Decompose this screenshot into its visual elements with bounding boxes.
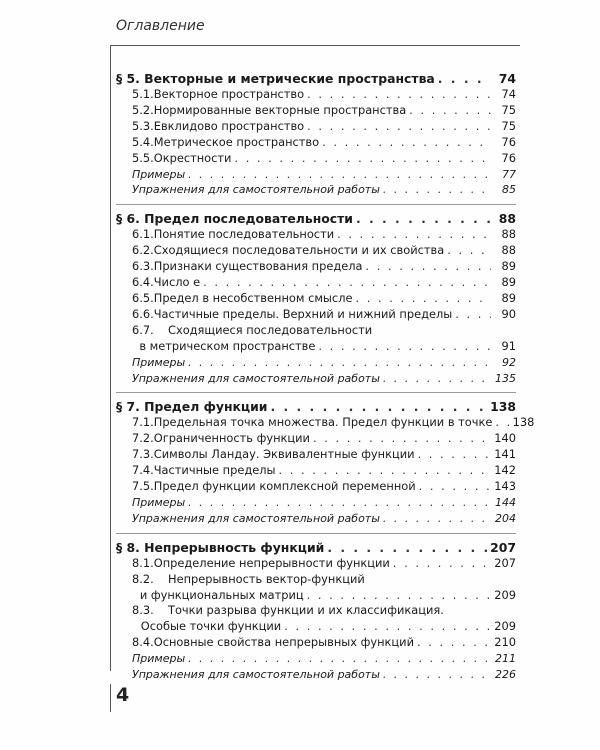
- entry-page: 89: [501, 290, 516, 305]
- section-heading[interactable]: [116, 210, 516, 227]
- entry-page: 75: [501, 118, 516, 133]
- dot-leader: [438, 70, 491, 87]
- entry-number: 6.7.: [132, 322, 154, 337]
- dot-leader: [383, 667, 491, 683]
- entry-title: Символы Ландау. Эквивалентные функции: [153, 447, 415, 462]
- table-of-contents: [116, 70, 535, 683]
- dot-leader: [270, 398, 487, 415]
- dot-leader: [417, 635, 491, 651]
- entry-page: 144: [495, 495, 516, 509]
- entry-page: 207: [494, 555, 516, 570]
- entry-title: Векторное пространство: [153, 87, 305, 101]
- dot-leader: [307, 119, 491, 135]
- dot-leader: [278, 463, 491, 479]
- entry-title: Частичные пределы. Верхний и нижний пределы: [153, 306, 453, 321]
- entry-page: 91: [501, 338, 516, 353]
- entry-title: Ограниченность функции: [153, 431, 310, 446]
- toc-entry[interactable]: [116, 151, 516, 167]
- entry-page: 89: [501, 275, 516, 290]
- entry-number: 8.3.: [132, 603, 154, 618]
- section-title: § 5. Векторные и метрические пространства: [116, 71, 435, 86]
- entry-number: 6.1.: [132, 227, 154, 242]
- toc-entry-italic[interactable]: [116, 511, 516, 527]
- dot-leader: [495, 415, 509, 431]
- entry-title: Окрестности: [153, 150, 232, 165]
- dot-leader: [447, 243, 491, 259]
- toc-entry[interactable]: [116, 447, 516, 463]
- toc-entry[interactable]: [116, 415, 535, 431]
- entry-page: 142: [494, 463, 516, 478]
- entry-page: 90: [501, 306, 516, 321]
- dot-leader: [188, 651, 491, 667]
- dot-leader: [356, 210, 491, 227]
- section-heading[interactable]: [116, 398, 516, 415]
- entry-page: 88: [501, 243, 516, 258]
- toc-entry-italic[interactable]: [116, 182, 516, 198]
- section-heading[interactable]: [116, 539, 516, 556]
- section-title: § 8. Непрерывность функций: [116, 539, 325, 555]
- dot-leader: [418, 447, 491, 463]
- entry-title-continued: в метрическом пространстве: [139, 338, 316, 353]
- dot-leader: [383, 371, 491, 387]
- entry-page: 140: [494, 431, 516, 446]
- section-separator: [116, 533, 516, 534]
- toc-entry-continuation[interactable]: [116, 588, 516, 604]
- entry-page: 92: [502, 355, 516, 369]
- entry-title: Примеры: [132, 652, 186, 666]
- toc-entry-italic[interactable]: [116, 371, 516, 387]
- dot-leader: [234, 151, 491, 167]
- toc-entry-italic[interactable]: [116, 167, 516, 183]
- section-page: 74: [498, 71, 516, 86]
- entry-number: 5.1.: [132, 87, 154, 101]
- entry-number: 6.4.: [132, 275, 154, 290]
- toc-entry[interactable]: [116, 227, 516, 243]
- entry-number: 8.2.: [132, 571, 154, 586]
- toc-entry-italic[interactable]: [116, 355, 516, 371]
- entry-title: Упражнения для самостоятельной работы: [132, 668, 380, 682]
- entry-page: 141: [494, 447, 516, 462]
- toc-entry[interactable]: [116, 635, 516, 651]
- entry-title: Предельная точка множества. Предел функции в точке: [153, 415, 493, 430]
- toc-entry-italic[interactable]: [116, 667, 516, 683]
- entry-title-continued: Особые точки функции: [140, 619, 282, 634]
- entry-page: 210: [494, 635, 516, 650]
- page-number: 4: [116, 684, 130, 706]
- running-header: Оглавление: [116, 18, 205, 34]
- dot-leader: [322, 135, 491, 151]
- dot-leader: [419, 479, 491, 495]
- entry-page: 143: [494, 479, 516, 494]
- dot-leader: [327, 539, 487, 556]
- toc-entry[interactable]: [116, 135, 516, 151]
- dot-leader: [188, 495, 491, 511]
- toc-entry-continuation[interactable]: [116, 619, 516, 635]
- entry-page: 204: [495, 511, 516, 525]
- toc-entry[interactable]: [116, 259, 516, 275]
- entry-title: Признаки существования предела: [153, 259, 363, 274]
- dot-leader: [284, 619, 491, 635]
- entry-number: 7.5.: [132, 479, 154, 494]
- section-page: 138: [490, 399, 516, 415]
- section-page: 207: [490, 539, 516, 555]
- entry-number: 6.3.: [132, 259, 154, 274]
- entry-number: 8.4.: [132, 635, 154, 650]
- entry-title-continued: и функциональных матриц: [139, 587, 304, 602]
- entry-title: Частичные пределы: [153, 463, 276, 478]
- entry-title: Сходящиеся последовательности и их свойства: [153, 243, 445, 258]
- entry-title: Упражнения для самостоятельной работы: [132, 183, 380, 197]
- entry-title: Нормированные векторные пространства: [153, 102, 407, 117]
- section-title: § 7. Предел функции: [116, 399, 268, 415]
- toc-entry[interactable]: [116, 291, 516, 307]
- dot-leader: [383, 182, 491, 198]
- entry-number: 5.2.: [132, 102, 154, 117]
- entry-title: Примеры: [132, 167, 186, 181]
- dot-leader: [393, 556, 491, 572]
- toc-entry[interactable]: [116, 603, 516, 619]
- entry-page: 76: [501, 134, 516, 149]
- entry-title: Определение непрерывности функции: [153, 555, 390, 570]
- dot-leader: [307, 588, 491, 604]
- entry-page: 135: [495, 371, 516, 385]
- toc-entry-continuation[interactable]: [116, 339, 516, 355]
- toc-entry[interactable]: [116, 119, 516, 135]
- toc-entry[interactable]: [116, 323, 516, 339]
- toc-entry[interactable]: [116, 572, 516, 588]
- entry-page: 74: [501, 87, 516, 101]
- section-title: § 6. Предел последовательности: [116, 211, 353, 227]
- toc-entry[interactable]: [116, 307, 516, 323]
- entry-title: Евклидово пространство: [153, 118, 305, 133]
- entry-title: Примеры: [132, 495, 186, 509]
- entry-number: 6.5.: [132, 290, 154, 305]
- toc-entry[interactable]: [116, 463, 516, 479]
- entry-number: 5.4.: [132, 134, 154, 149]
- dot-leader: [188, 167, 491, 183]
- entry-title: Упражнения для самостоятельной работы: [132, 371, 380, 385]
- toc-entry[interactable]: [116, 556, 516, 572]
- entry-number: 7.3.: [132, 447, 154, 462]
- entry-title: Предел функции комплексной переменной: [153, 479, 416, 494]
- dot-leader: [383, 511, 491, 527]
- entry-number: 7.2.: [132, 431, 154, 446]
- entry-number: 7.1.: [132, 415, 154, 430]
- entry-title: Предел в несобственном смысле: [153, 290, 353, 305]
- section-heading[interactable]: [116, 70, 516, 87]
- dot-leader: [455, 307, 491, 323]
- entry-page: 209: [494, 619, 516, 634]
- entry-title: Понятие последовательности: [153, 227, 335, 242]
- entry-number: 7.4.: [132, 463, 154, 478]
- dot-leader: [355, 291, 491, 307]
- entry-title: Упражнения для самостоятельной работы: [132, 511, 380, 525]
- section-separator: [116, 204, 516, 205]
- dot-leader: [188, 355, 491, 371]
- entry-title: Основные свойства непрерывных функций: [153, 635, 414, 650]
- toc-entry[interactable]: [116, 275, 516, 291]
- margin-rule: [110, 45, 111, 671]
- dot-leader: [337, 227, 491, 243]
- entry-page: 138: [512, 415, 535, 430]
- entry-title: Точки разрыва функции и их классификация.: [168, 603, 444, 618]
- entry-title: Непрерывность вектор-функций: [168, 571, 365, 586]
- page-number-rule: [110, 684, 111, 712]
- entry-number: 6.2.: [132, 243, 154, 258]
- header-rule: [110, 45, 520, 46]
- section-separator: [116, 392, 516, 393]
- toc-entry-italic[interactable]: [116, 651, 516, 667]
- entry-page: 85: [502, 183, 516, 197]
- entry-page: 209: [494, 587, 516, 602]
- toc-entry[interactable]: [116, 87, 516, 103]
- dot-leader: [307, 87, 491, 103]
- entry-number: 5.3.: [132, 118, 154, 133]
- entry-page: 77: [502, 167, 516, 181]
- entry-number: 8.1.: [132, 555, 154, 570]
- toc-entry-italic[interactable]: [116, 495, 516, 511]
- entry-title: Сходящиеся последовательности: [168, 322, 373, 337]
- dot-leader: [366, 259, 491, 275]
- toc-entry[interactable]: [116, 431, 516, 447]
- entry-title: Метрическое пространство: [153, 134, 320, 149]
- entry-number: 6.6.: [132, 306, 154, 321]
- entry-page: 211: [495, 652, 516, 666]
- section-page: 88: [498, 211, 516, 227]
- entry-page: 76: [501, 150, 516, 165]
- dot-leader: [313, 431, 491, 447]
- dot-leader: [203, 275, 491, 291]
- entry-number: 5.5.: [132, 150, 154, 165]
- toc-entry[interactable]: [116, 103, 516, 119]
- toc-entry[interactable]: [116, 479, 516, 495]
- entry-title: Примеры: [132, 355, 186, 369]
- entry-page: 89: [501, 259, 516, 274]
- entry-title: Число e: [153, 275, 201, 290]
- dot-leader: [318, 339, 491, 355]
- toc-entry[interactable]: [116, 243, 516, 259]
- entry-page: 75: [501, 102, 516, 117]
- dot-leader: [409, 103, 491, 119]
- entry-page: 88: [501, 227, 516, 242]
- entry-page: 226: [495, 668, 516, 682]
